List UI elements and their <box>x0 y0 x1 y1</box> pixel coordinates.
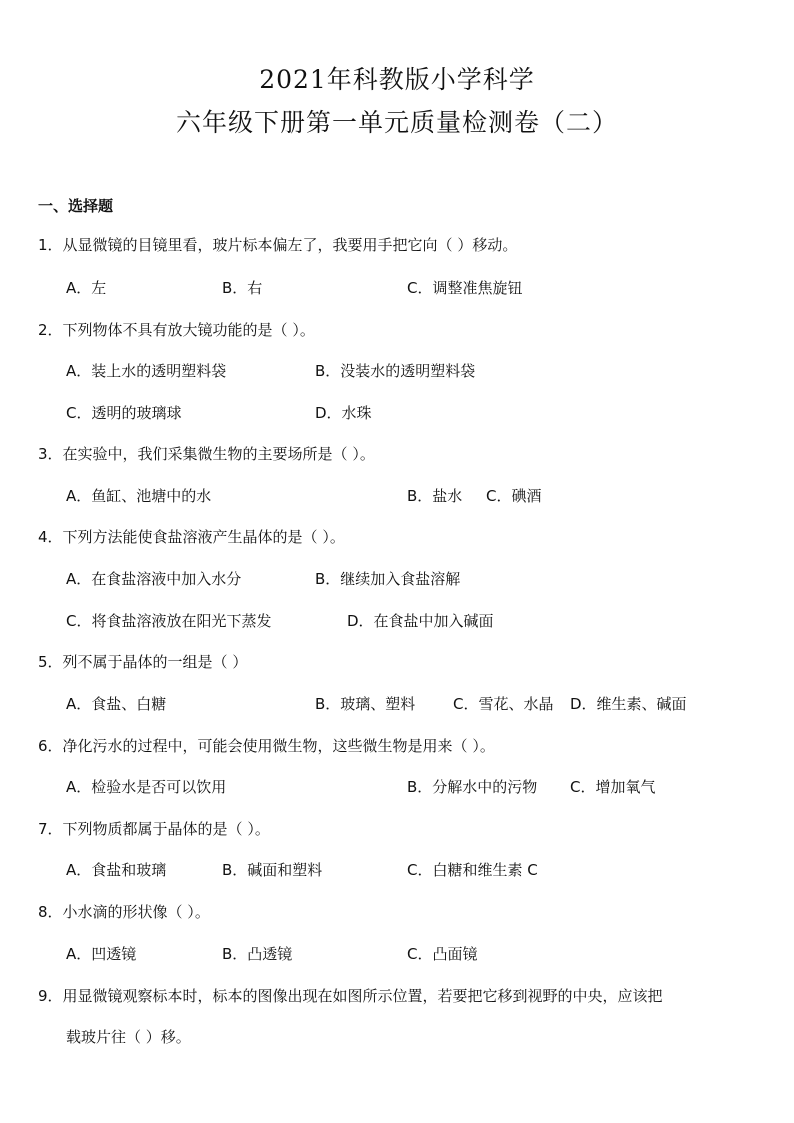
question-1-option-b[interactable]: B．右 <box>222 279 263 297</box>
question-3-option-a[interactable]: A．鱼缸、池塘中的水 <box>66 487 212 505</box>
question-1-option-c[interactable]: C．调整准焦旋钮 <box>407 279 523 297</box>
question-2-option-b[interactable]: B．没装水的透明塑料袋 <box>315 362 476 380</box>
question-6-stem: 6．净化污水的过程中，可能会使用微生物，这些微生物是用来（ ）。 <box>38 737 495 755</box>
question-4-stem: 4．下列方法能使食盐溶液产生晶体的是（ ）。 <box>38 528 345 546</box>
question-3-option-c[interactable]: C．碘酒 <box>486 487 542 505</box>
question-1-option-a[interactable]: A．左 <box>66 279 107 297</box>
question-5-stem: 5．列不属于晶体的一组是（ ） <box>38 653 248 671</box>
question-9-stem: 9．用显微镜观察标本时，标本的图像出现在如图所示位置，若要把它移到视野的中央，应该把 <box>38 987 663 1005</box>
page-title: 2021年科教版小学科学 <box>259 65 535 94</box>
question-5-option-c[interactable]: C．雪花、水晶 <box>453 695 554 713</box>
question-8-option-b[interactable]: B．凸透镜 <box>222 945 293 963</box>
section-heading: 一、选择题 <box>38 197 114 215</box>
question-6-option-c[interactable]: C．增加氧气 <box>570 778 656 796</box>
question-2-option-d[interactable]: D．水珠 <box>315 404 372 422</box>
question-7-stem: 7．下列物质都属于晶体的是（ ）。 <box>38 820 270 838</box>
question-2-stem: 2．下列物体不具有放大镜功能的是（ ）。 <box>38 321 315 339</box>
question-5-option-a[interactable]: A．食盐、白糖 <box>66 695 167 713</box>
question-2-option-c[interactable]: C．透明的玻璃球 <box>66 404 182 422</box>
question-4-option-d[interactable]: D．在食盐中加入碱面 <box>347 612 494 630</box>
question-7-option-c[interactable]: C．白糖和维生素 C <box>407 861 538 879</box>
question-3-stem: 3．在实验中，我们采集微生物的主要场所是（ ）。 <box>38 445 375 463</box>
question-7-option-b[interactable]: B．碱面和塑料 <box>222 861 323 879</box>
question-3-option-b[interactable]: B．盐水 <box>407 487 463 505</box>
question-9-stem-continuation: 载玻片往（ ）移。 <box>66 1028 191 1046</box>
question-4-option-a[interactable]: A．在食盐溶液中加入水分 <box>66 570 242 588</box>
question-4-option-b[interactable]: B．继续加入食盐溶解 <box>315 570 461 588</box>
question-6-option-a[interactable]: A．检验水是否可以饮用 <box>66 778 227 796</box>
page-subtitle: 六年级下册第一单元质量检测卷（二） <box>175 108 618 137</box>
question-8-stem: 8．小水滴的形状像（ ）。 <box>38 903 210 921</box>
question-8-option-c[interactable]: C．凸面镜 <box>407 945 478 963</box>
question-5-option-d[interactable]: D．维生素、碱面 <box>570 695 687 713</box>
question-1-stem: 1．从显微镜的目镜里看，玻片标本偏左了，我要用手把它向（ ）移动。 <box>38 236 518 254</box>
question-7-option-a[interactable]: A．食盐和玻璃 <box>66 861 167 879</box>
question-6-option-b[interactable]: B．分解水中的污物 <box>407 778 538 796</box>
question-4-option-c[interactable]: C．将食盐溶液放在阳光下蒸发 <box>66 612 272 630</box>
question-2-option-a[interactable]: A．装上水的透明塑料袋 <box>66 362 227 380</box>
question-8-option-a[interactable]: A．凹透镜 <box>66 945 137 963</box>
question-5-option-b[interactable]: B．玻璃、塑料 <box>315 695 416 713</box>
